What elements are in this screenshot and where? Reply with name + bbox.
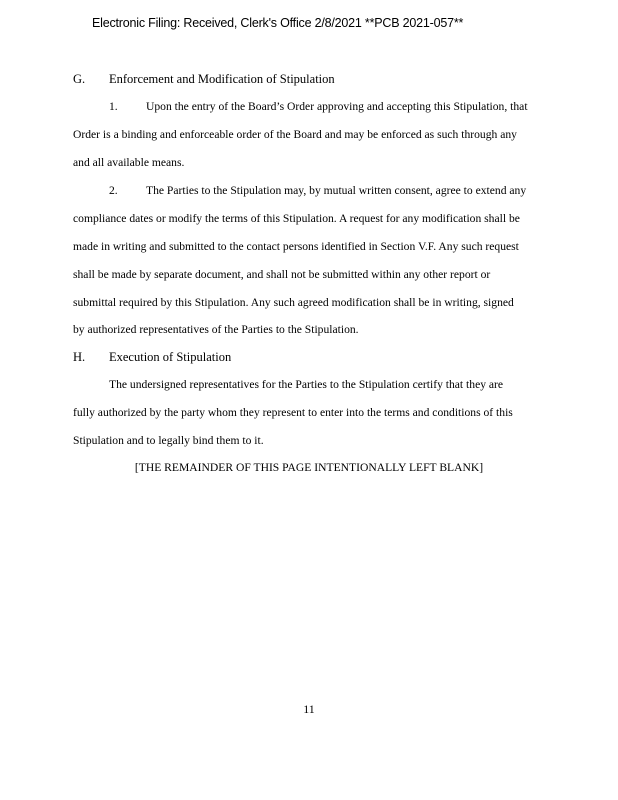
- para-1-line: and all available means.: [73, 156, 185, 169]
- section-h-heading: [73, 350, 231, 365]
- section-h-line: fully authorized by the party whom they represent to enter into the terms and conditions of this: [73, 406, 513, 419]
- section-h-line: The undersigned representatives for the Parties to the Stipulation certify that they are: [109, 378, 504, 391]
- section-h-title: Execution of Stipulation: [109, 350, 232, 364]
- para-2-line: submittal required by this Stipulation. Any such agreed modification shall be in writing, signed: [73, 296, 514, 309]
- para-2-line: [109, 184, 526, 197]
- para-1-line: [109, 100, 528, 113]
- para-2-line: by authorized representatives of the Parties to the Stipulation.: [73, 323, 359, 336]
- section-g-title: Enforcement and Modification of Stipulation: [109, 72, 335, 86]
- para-1-number: 1.: [109, 100, 118, 113]
- filing-stamp-header: Electronic Filing: Received, Clerk's Office 2/8/2021 **PCB 2021-057**: [92, 16, 464, 30]
- para-1-text: Upon the entry of the Board’s Order approving and accepting this Stipulation, that: [146, 100, 528, 113]
- para-2-line: compliance dates or modify the terms of this Stipulation. A request for any modification shall be: [73, 212, 520, 225]
- para-2-line: shall be made by separate document, and shall not be submitted within any other report or: [73, 268, 491, 281]
- para-2-line: made in writing and submitted to the contact persons identified in Section V.F. Any such request: [73, 240, 519, 253]
- intentionally-blank-notice: [THE REMAINDER OF THIS PAGE INTENTIONALLY LEFT BLANK]: [134, 461, 484, 474]
- section-h-letter: H.: [73, 350, 86, 364]
- para-1-line: Order is a binding and enforceable order of the Board and may be enforced as such through any: [73, 128, 517, 141]
- para-2-number: 2.: [109, 184, 118, 197]
- section-h-line: Stipulation and to legally bind them to it.: [73, 434, 264, 447]
- section-g-heading: [73, 72, 335, 87]
- para-2-text: The Parties to the Stipulation may, by mutual written consent, agree to extend any: [146, 184, 527, 197]
- section-g-letter: G.: [73, 72, 86, 86]
- page-number: 11: [303, 702, 315, 716]
